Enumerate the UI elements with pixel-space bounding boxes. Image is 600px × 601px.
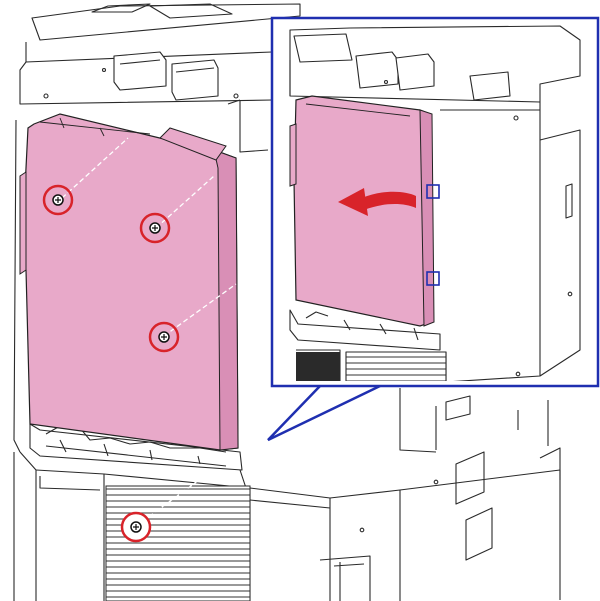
callout-inset [268, 18, 598, 440]
screw-icon [122, 513, 150, 541]
rear-cover-panel [20, 114, 238, 450]
vent-grille [106, 486, 250, 601]
